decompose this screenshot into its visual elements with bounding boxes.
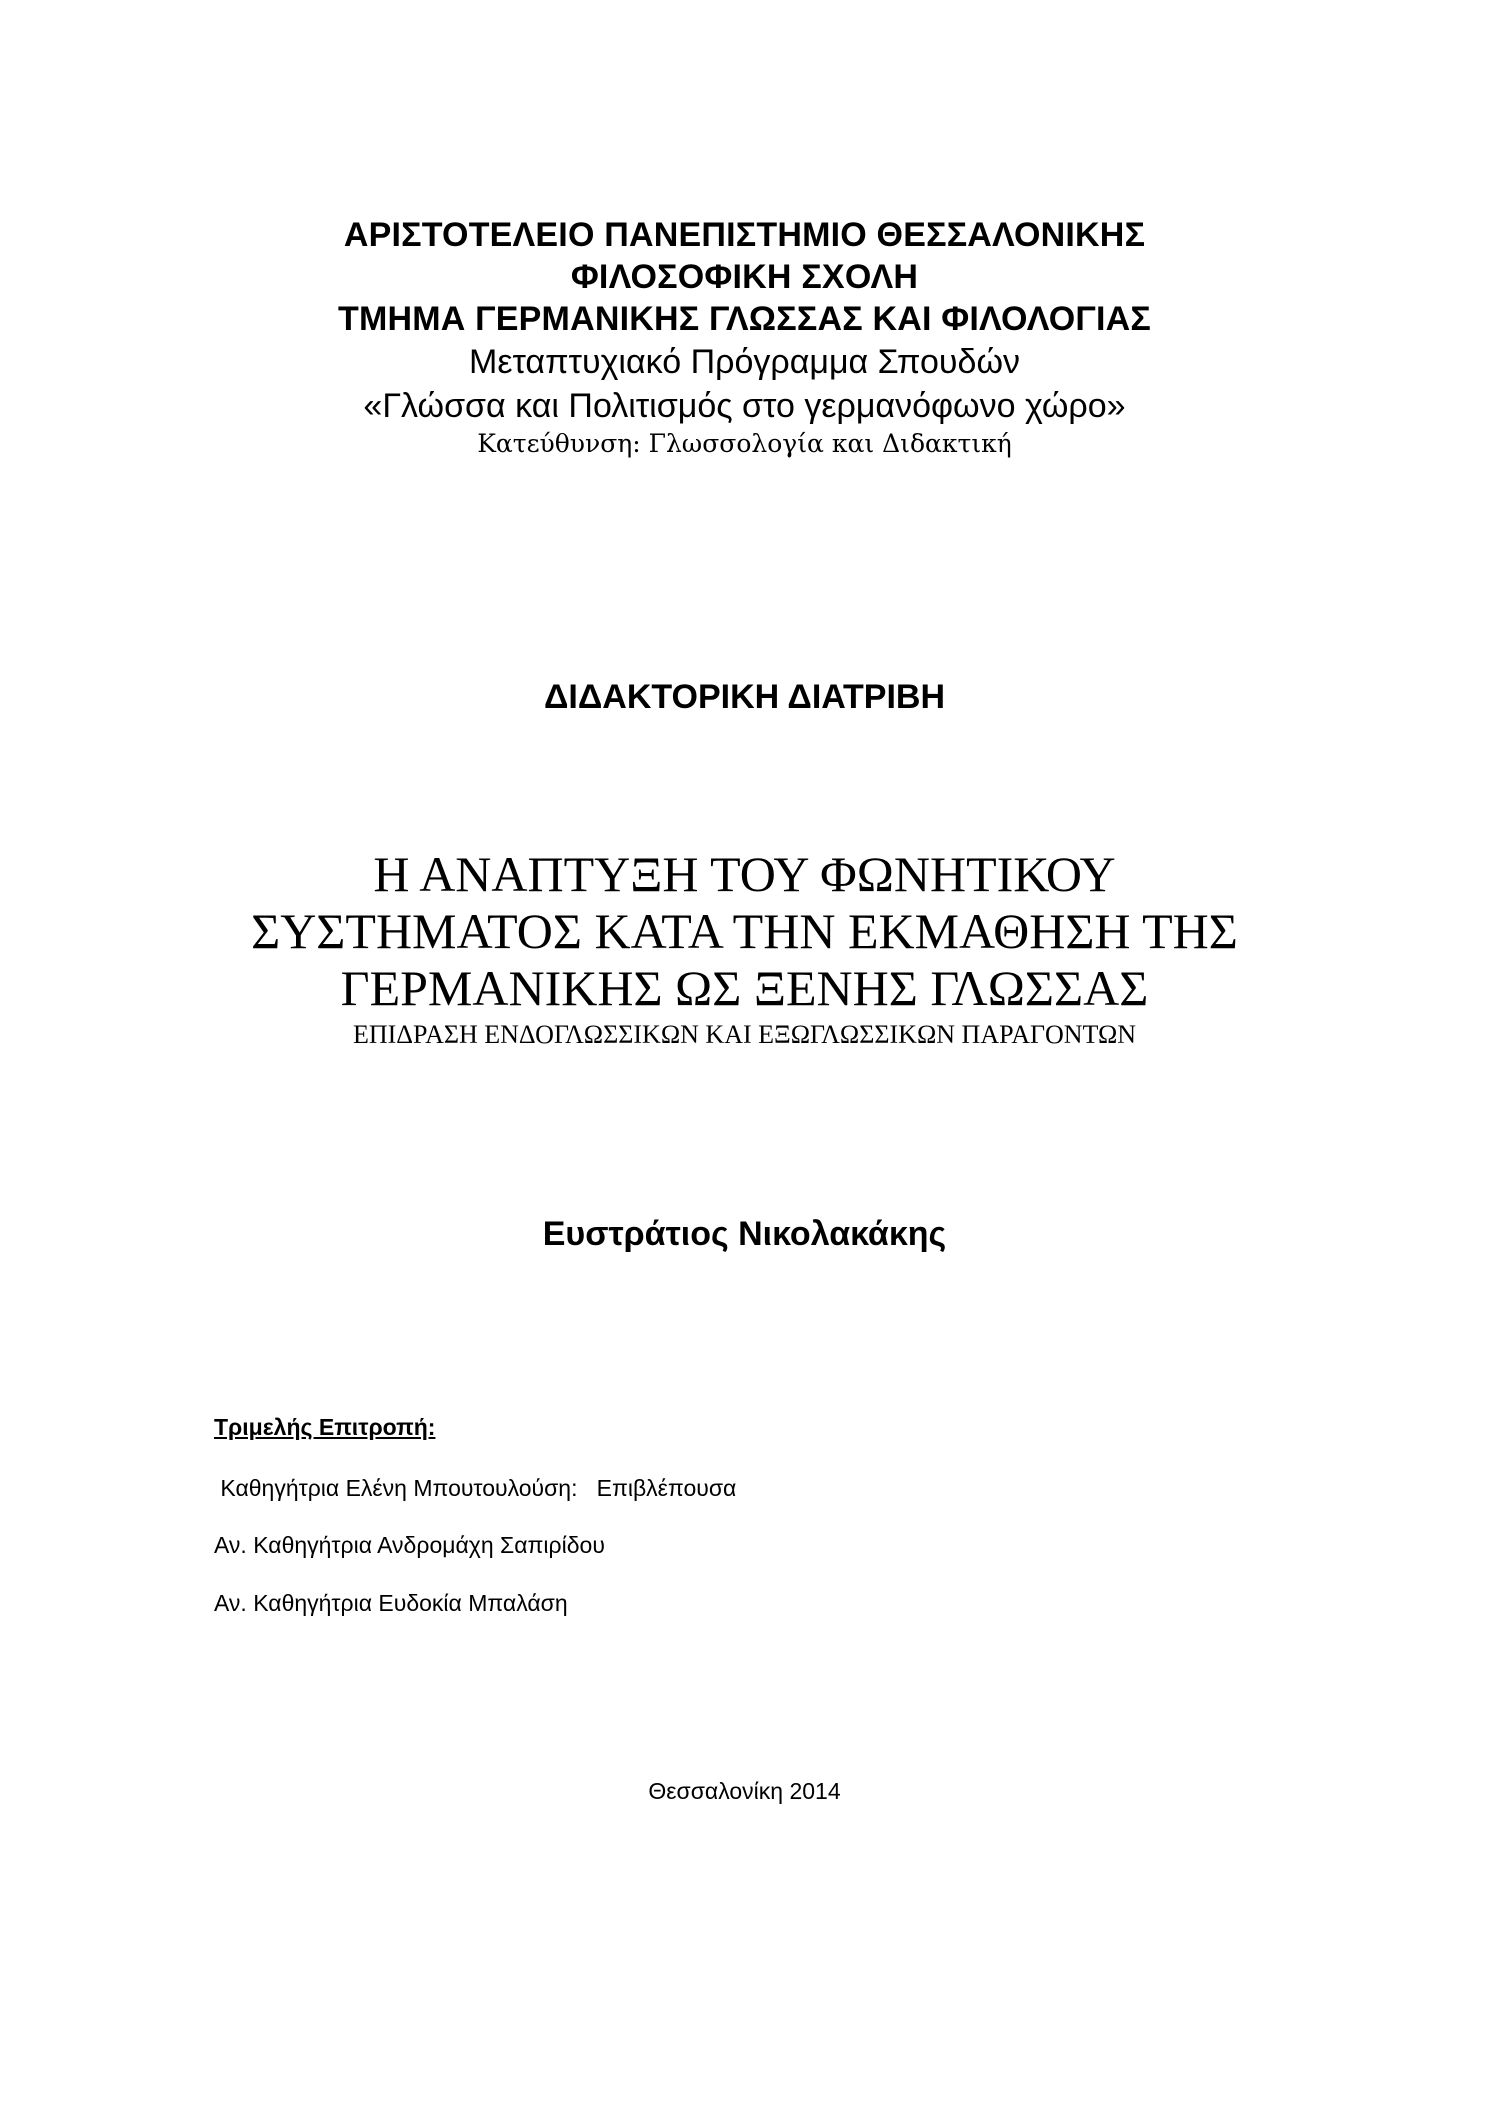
institution-header: [0, 214, 1489, 460]
title-line-3: ΓΕΡΜΑΝΙΚΗΣ ΩΣ ΞΕΝΗΣ ΓΛΩΣΣΑΣ: [340, 960, 1149, 1016]
program-label: Μεταπτυχιακό Πρόγραμμα Σπουδών: [469, 343, 1020, 381]
thesis-title: [0, 846, 1489, 1051]
committee-heading: Τριμελής Επιτροπή:: [214, 1414, 436, 1440]
program-name: «Γλώσσα και Πολιτισμός στο γερμανόφωνο χώρο»: [363, 387, 1126, 425]
department-name: ΤΜΗΜΑ ΓΕΡΜΑΝΙΚΗΣ ΓΛΩΣΣΑΣ ΚΑΙ ΦΙΛΟΛΟΓΙΑΣ: [338, 300, 1151, 338]
committee-member-3: Αν. Καθηγήτρια Ευδοκία Μπαλάση: [214, 1590, 568, 1616]
place-date: Θεσσαλονίκη 2014: [648, 1778, 841, 1804]
document-type: ΔΙΔΑΚΤΟΡΙΚΗ ΔΙΑΤΡΙΒΗ: [543, 678, 946, 716]
university-name: ΑΡΙΣΤΟΤΕΛΕΙΟ ΠΑΝΕΠΙΣΤΗΜΙΟ ΘΕΣΣΑΛΟΝΙΚΗΣ: [343, 216, 1146, 254]
direction-label: Κατεύθυνση: Γλωσσολογία και Διδακτική: [477, 429, 1012, 458]
faculty-name: ΦΙΛΟΣΟΦΙΚΗ ΣΧΟΛΗ: [570, 258, 919, 296]
title-line-2: ΣΥΣΤΗΜΑΤΟΣ ΚΑΤΑ ΤΗΝ ΕΚΜΑΘΗΣΗ ΤΗΣ: [251, 903, 1238, 959]
committee-member-1: Καθηγήτρια Ελένη Μπουτουλούση: Επιβλέπουσα: [214, 1475, 737, 1501]
title-line-1: Η ΑΝΑΠΤΥΞΗ ΤΟΥ ΦΩΝΗΤΙΚΟΥ: [373, 846, 1116, 902]
committee-member-2: Αν. Καθηγήτρια Ανδρομάχη Σαπιρίδου: [214, 1532, 605, 1558]
author-name: Ευστράτιος Νικολακάκης: [542, 1215, 947, 1253]
thesis-subtitle: ΕΠΙΔΡΑΣΗ ΕΝΔΟΓΛΩΣΣΙΚΩΝ ΚΑΙ ΕΞΩΓΛΩΣΣΙΚΩΝ ΠΑΡΑΓΟΝΤΩΝ: [352, 1020, 1137, 1049]
